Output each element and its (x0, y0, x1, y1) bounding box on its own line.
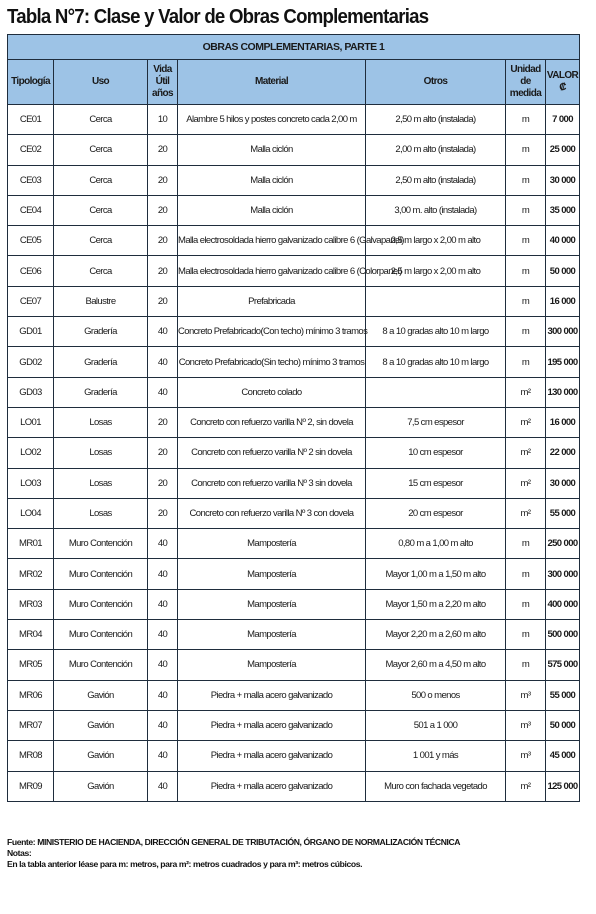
cell-tipologia: LO01 (8, 407, 54, 437)
cell-tipologia: CE05 (8, 226, 54, 256)
cell-uso: Muro Contención (54, 589, 148, 619)
cell-otros: 2,5 m largo x 2,00 m alto (366, 256, 506, 286)
cell-unidad: m (506, 256, 546, 286)
cell-otros: 2,50 m alto (instalada) (366, 105, 506, 135)
cell-unidad: m (506, 347, 546, 377)
cell-uso: Muro Contención (54, 620, 148, 650)
cell-tipologia: MR02 (8, 559, 54, 589)
cell-otros: 2,5 m largo x 2,00 m alto (366, 226, 506, 256)
cell-tipologia: CE01 (8, 105, 54, 135)
cell-tipologia: LO04 (8, 498, 54, 528)
table-row (8, 165, 580, 195)
cell-otros: 20 cm espesor (366, 498, 506, 528)
cell-unidad: m³ (506, 710, 546, 740)
cell-vida-util: 40 (148, 589, 178, 619)
cell-otros: 7,5 cm espesor (366, 407, 506, 437)
cell-tipologia: CE06 (8, 256, 54, 286)
cell-valor: 7 000 (546, 105, 580, 135)
cell-tipologia: CE07 (8, 286, 54, 316)
cell-tipologia: MR03 (8, 589, 54, 619)
cell-vida-util: 20 (148, 407, 178, 437)
table-row (8, 680, 580, 710)
source-line: Fuente: MINISTERIO DE HACIENDA, DIRECCIÓN GENERAL DE TRIBUTACIÓN, ÓRGANO DE NORMALIZACIÓN TÉCNICA (7, 837, 461, 847)
cell-valor: 16 000 (546, 407, 580, 437)
cell-unidad: m (506, 195, 546, 225)
table-row (8, 559, 580, 589)
cell-material: Concreto colado (178, 377, 366, 407)
cell-tipologia: CE02 (8, 135, 54, 165)
cell-unidad: m (506, 226, 546, 256)
cell-material: Concreto con refuerzo varilla Nº 3 sin dovela (178, 468, 366, 498)
cell-valor: 45 000 (546, 741, 580, 771)
cell-material: Concreto Prefabricado(Sin techo) mínimo 3 tramos (178, 347, 366, 377)
cell-valor: 55 000 (546, 498, 580, 528)
cell-uso: Gradería (54, 347, 148, 377)
cell-valor: 50 000 (546, 710, 580, 740)
note-line: En la tabla anterior léase para m: metros, para m²: metros cuadrados y para m³: metros cúbicos. (7, 859, 363, 869)
table-row (8, 226, 580, 256)
cell-vida-util: 10 (148, 105, 178, 135)
cell-otros: 10 cm espesor (366, 438, 506, 468)
table-row (8, 105, 580, 135)
table-row (8, 771, 580, 801)
cell-material: Malla electrosoldada hierro galvanizado calibre 6 (Colorpanel) (178, 256, 366, 286)
cell-vida-util: 20 (148, 256, 178, 286)
cell-unidad: m³ (506, 680, 546, 710)
cell-valor: 30 000 (546, 165, 580, 195)
cell-otros: Muro con fachada vegetado (366, 771, 506, 801)
table-row (8, 377, 580, 407)
cell-vida-util: 40 (148, 710, 178, 740)
page-title: Tabla N°7: Clase y Valor de Obras Complementarias (7, 6, 429, 28)
cell-otros (366, 286, 506, 316)
cell-tipologia: MR09 (8, 771, 54, 801)
table-row (8, 650, 580, 680)
cell-otros: 8 a 10 gradas alto 10 m largo (366, 317, 506, 347)
cell-material: Concreto con refuerzo varilla Nº 2 sin dovela (178, 438, 366, 468)
cell-otros: 3,00 m. alto (instalada) (366, 195, 506, 225)
cell-uso: Losas (54, 498, 148, 528)
table-row (8, 620, 580, 650)
table-row (8, 286, 580, 316)
cell-vida-util: 20 (148, 468, 178, 498)
cell-unidad: m (506, 135, 546, 165)
cell-vida-util: 40 (148, 317, 178, 347)
cell-tipologia: LO02 (8, 438, 54, 468)
cell-material: Mampostería (178, 650, 366, 680)
cell-uso: Cerca (54, 256, 148, 286)
cell-uso: Cerca (54, 195, 148, 225)
cell-unidad: m³ (506, 741, 546, 771)
cell-material: Piedra + malla acero galvanizado (178, 771, 366, 801)
cell-uso: Losas (54, 438, 148, 468)
cell-otros: 0,80 m a 1,00 m alto (366, 529, 506, 559)
cell-otros: Mayor 1,50 m a 2,20 m alto (366, 589, 506, 619)
table-row (8, 407, 580, 437)
cell-tipologia: MR01 (8, 529, 54, 559)
table-body (8, 105, 580, 802)
cell-material: Malla ciclón (178, 135, 366, 165)
cell-uso: Muro Contención (54, 559, 148, 589)
cell-uso: Losas (54, 407, 148, 437)
cell-uso: Gavión (54, 771, 148, 801)
cell-otros: Mayor 1,00 m a 1,50 m alto (366, 559, 506, 589)
cell-valor: 22 000 (546, 438, 580, 468)
cell-valor: 50 000 (546, 256, 580, 286)
header-vida-util: Vida Útil años (148, 60, 178, 105)
cell-uso: Gavión (54, 741, 148, 771)
cell-material: Piedra + malla acero galvanizado (178, 710, 366, 740)
header-otros: Otros (366, 60, 506, 105)
header-tipologia: Tipología (8, 60, 54, 105)
cell-vida-util: 40 (148, 620, 178, 650)
cell-unidad: m (506, 589, 546, 619)
cell-unidad: m² (506, 407, 546, 437)
cell-uso: Cerca (54, 105, 148, 135)
cell-unidad: m² (506, 771, 546, 801)
cell-material: Malla electrosoldada hierro galvanizado calibre 6 (Galvapanel) (178, 226, 366, 256)
cell-unidad: m² (506, 377, 546, 407)
cell-valor: 195 000 (546, 347, 580, 377)
footer-notes (7, 837, 460, 870)
cell-tipologia: CE03 (8, 165, 54, 195)
cell-unidad: m (506, 105, 546, 135)
header-valor: VALOR ₡ (546, 60, 580, 105)
cell-uso: Cerca (54, 226, 148, 256)
cell-vida-util: 20 (148, 286, 178, 316)
cell-otros: 15 cm espesor (366, 468, 506, 498)
cell-unidad: m² (506, 438, 546, 468)
table-row (8, 438, 580, 468)
cell-material: Concreto con refuerzo varilla Nº 3 con dovela (178, 498, 366, 528)
cell-valor: 130 000 (546, 377, 580, 407)
cell-tipologia: GD01 (8, 317, 54, 347)
cell-vida-util: 20 (148, 498, 178, 528)
cell-unidad: m (506, 650, 546, 680)
table-row (8, 468, 580, 498)
cell-tipologia: MR07 (8, 710, 54, 740)
cell-valor: 300 000 (546, 559, 580, 589)
cell-valor: 300 000 (546, 317, 580, 347)
cell-material: Alambre 5 hilos y postes concreto cada 2,00 m (178, 105, 366, 135)
cell-unidad: m (506, 165, 546, 195)
cell-valor: 575 000 (546, 650, 580, 680)
header-unidad: Unidad de medida (506, 60, 546, 105)
cell-otros: Mayor 2,60 m a 4,50 m alto (366, 650, 506, 680)
cell-tipologia: MR08 (8, 741, 54, 771)
cell-tipologia: GD03 (8, 377, 54, 407)
cell-valor: 40 000 (546, 226, 580, 256)
cell-unidad: m (506, 317, 546, 347)
cell-tipologia: MR05 (8, 650, 54, 680)
cell-unidad: m² (506, 468, 546, 498)
cell-uso: Gradería (54, 377, 148, 407)
notes-label: Notas: (7, 848, 32, 858)
cell-otros: 2,50 m alto (instalada) (366, 165, 506, 195)
table-row (8, 710, 580, 740)
cell-unidad: m (506, 620, 546, 650)
cell-vida-util: 40 (148, 650, 178, 680)
table-row (8, 256, 580, 286)
cell-tipologia: GD02 (8, 347, 54, 377)
cell-uso: Cerca (54, 135, 148, 165)
cell-tipologia: LO03 (8, 468, 54, 498)
cell-otros (366, 377, 506, 407)
table-row (8, 135, 580, 165)
table-row (8, 529, 580, 559)
cell-valor: 125 000 (546, 771, 580, 801)
cell-vida-util: 40 (148, 347, 178, 377)
table-row (8, 741, 580, 771)
cell-material: Mampostería (178, 589, 366, 619)
table-row (8, 195, 580, 225)
cell-unidad: m (506, 559, 546, 589)
cell-vida-util: 20 (148, 438, 178, 468)
cell-uso: Gavión (54, 680, 148, 710)
cell-material: Malla ciclón (178, 165, 366, 195)
cell-uso: Balustre (54, 286, 148, 316)
cell-material: Mampostería (178, 620, 366, 650)
cell-vida-util: 40 (148, 741, 178, 771)
cell-valor: 250 000 (546, 529, 580, 559)
cell-uso: Losas (54, 468, 148, 498)
cell-uso: Muro Contención (54, 650, 148, 680)
table-row (8, 317, 580, 347)
table-row (8, 347, 580, 377)
cell-unidad: m (506, 529, 546, 559)
cell-valor: 400 000 (546, 589, 580, 619)
cell-otros: 501 a 1 000 (366, 710, 506, 740)
cell-uso: Cerca (54, 165, 148, 195)
cell-otros: 500 o menos (366, 680, 506, 710)
cell-vida-util: 20 (148, 195, 178, 225)
cell-vida-util: 20 (148, 135, 178, 165)
cell-tipologia: MR04 (8, 620, 54, 650)
cell-vida-util: 40 (148, 680, 178, 710)
cell-otros: 1 001 y más (366, 741, 506, 771)
table-row (8, 589, 580, 619)
cell-vida-util: 40 (148, 559, 178, 589)
cell-otros: Mayor 2,20 m a 2,60 m alto (366, 620, 506, 650)
cell-material: Concreto Prefabricado(Con techo) mínimo 3 tramos (178, 317, 366, 347)
cell-vida-util: 20 (148, 226, 178, 256)
cell-uso: Muro Contención (54, 529, 148, 559)
cell-tipologia: MR06 (8, 680, 54, 710)
cell-material: Piedra + malla acero galvanizado (178, 741, 366, 771)
cell-material: Mampostería (178, 529, 366, 559)
cell-unidad: m² (506, 498, 546, 528)
cell-material: Concreto con refuerzo varilla Nº 2, sin dovela (178, 407, 366, 437)
cell-tipologia: CE04 (8, 195, 54, 225)
cell-otros: 8 a 10 gradas alto 10 m largo (366, 347, 506, 377)
cell-valor: 35 000 (546, 195, 580, 225)
cell-material: Piedra + malla acero galvanizado (178, 680, 366, 710)
cell-uso: Gavión (54, 710, 148, 740)
table-banner: OBRAS COMPLEMENTARIAS, PARTE 1 (8, 35, 580, 60)
header-uso: Uso (54, 60, 148, 105)
cell-vida-util: 20 (148, 165, 178, 195)
cell-vida-util: 40 (148, 377, 178, 407)
cell-material: Prefabricada (178, 286, 366, 316)
obras-table (7, 34, 580, 802)
cell-uso: Gradería (54, 317, 148, 347)
cell-valor: 16 000 (546, 286, 580, 316)
cell-vida-util: 40 (148, 529, 178, 559)
cell-valor: 500 000 (546, 620, 580, 650)
cell-material: Malla ciclón (178, 195, 366, 225)
cell-valor: 55 000 (546, 680, 580, 710)
cell-valor: 25 000 (546, 135, 580, 165)
cell-vida-util: 40 (148, 771, 178, 801)
header-material: Material (178, 60, 366, 105)
cell-otros: 2,00 m alto (instalada) (366, 135, 506, 165)
cell-unidad: m (506, 286, 546, 316)
cell-valor: 30 000 (546, 468, 580, 498)
cell-material: Mampostería (178, 559, 366, 589)
table-row (8, 498, 580, 528)
